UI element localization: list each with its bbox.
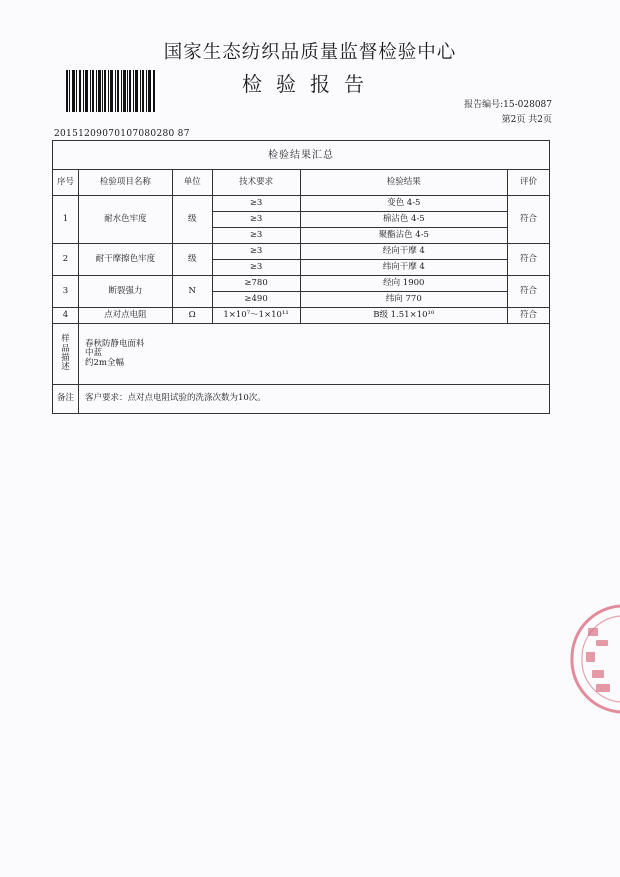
serial-number: 20151209070107080280 87: [54, 129, 190, 139]
item-name: 耐水色牢度: [78, 196, 172, 244]
result: 经向 1900: [300, 276, 508, 292]
item-unit: Ω: [172, 308, 212, 324]
evaluation: 符合: [508, 308, 550, 324]
remarks-row: [53, 385, 550, 414]
description-line: 约2m全幅: [84, 357, 124, 368]
remarks-label: 备注: [53, 385, 79, 414]
table-title: 检验结果汇总: [53, 141, 550, 170]
requirement: ≥3: [212, 212, 300, 228]
report-title: 检验报告: [242, 72, 378, 96]
evaluation: 符合: [508, 276, 550, 308]
item-unit: 级: [172, 196, 212, 244]
header-no: 序号: [53, 170, 79, 196]
result: 纬向干摩 4: [300, 260, 508, 276]
table-row: [53, 276, 550, 292]
results-table: [52, 140, 550, 414]
result: 聚酯沾色 4-5: [300, 228, 508, 244]
result: 经向干摩 4: [300, 244, 508, 260]
description-line: 中蓝: [84, 348, 102, 359]
row-number: 3: [53, 276, 79, 308]
item-name: 耐干摩擦色牢度: [78, 244, 172, 276]
item-unit: N: [172, 276, 212, 308]
row-number: 2: [53, 244, 79, 276]
row-number: 4: [53, 308, 79, 324]
header-result: 检验结果: [300, 170, 508, 196]
requirement: 1×10⁷～1×10¹¹: [212, 308, 300, 324]
requirement: ≥3: [212, 260, 300, 276]
requirement: ≥3: [212, 244, 300, 260]
table-row: [53, 308, 550, 324]
evaluation: 符合: [508, 196, 550, 244]
table-row: [53, 196, 550, 212]
result: 纬向 770: [300, 292, 508, 308]
sample-description: [78, 324, 549, 385]
header-requirement: 技术要求: [212, 170, 300, 196]
remarks-text: 客户要求：点对点电阻试验的洗涤次数为10次。: [78, 385, 549, 414]
requirement: ≥3: [212, 228, 300, 244]
item-unit: 级: [172, 244, 212, 276]
description-line: 春秋防静电面料: [84, 338, 145, 349]
requirement: ≥490: [212, 292, 300, 308]
row-number: 1: [53, 196, 79, 244]
table-row: [53, 244, 550, 260]
evaluation: 符合: [508, 244, 550, 276]
result: 棉沾色 4-5: [300, 212, 508, 228]
header-item: 检验项目名称: [78, 170, 172, 196]
requirement: ≥780: [212, 276, 300, 292]
requirement: ≥3: [212, 196, 300, 212]
barcode: [66, 70, 156, 112]
report-number: 报告编号:15-028087: [464, 100, 552, 110]
item-name: 断裂强力: [78, 276, 172, 308]
page-info: 第2页 共2页: [501, 115, 552, 125]
result: B级 1.51×10¹⁰: [300, 308, 508, 324]
sample-description-label: 样品描述: [53, 324, 79, 385]
sample-description-row: [53, 324, 550, 385]
result: 变色 4-5: [300, 196, 508, 212]
header-evaluation: 评价: [508, 170, 550, 196]
item-name: 点对点电阻: [78, 308, 172, 324]
organization-name: 国家生态纺织品质量监督检验中心: [163, 42, 457, 63]
header-unit: 单位: [172, 170, 212, 196]
official-seal-stamp: [566, 600, 620, 720]
